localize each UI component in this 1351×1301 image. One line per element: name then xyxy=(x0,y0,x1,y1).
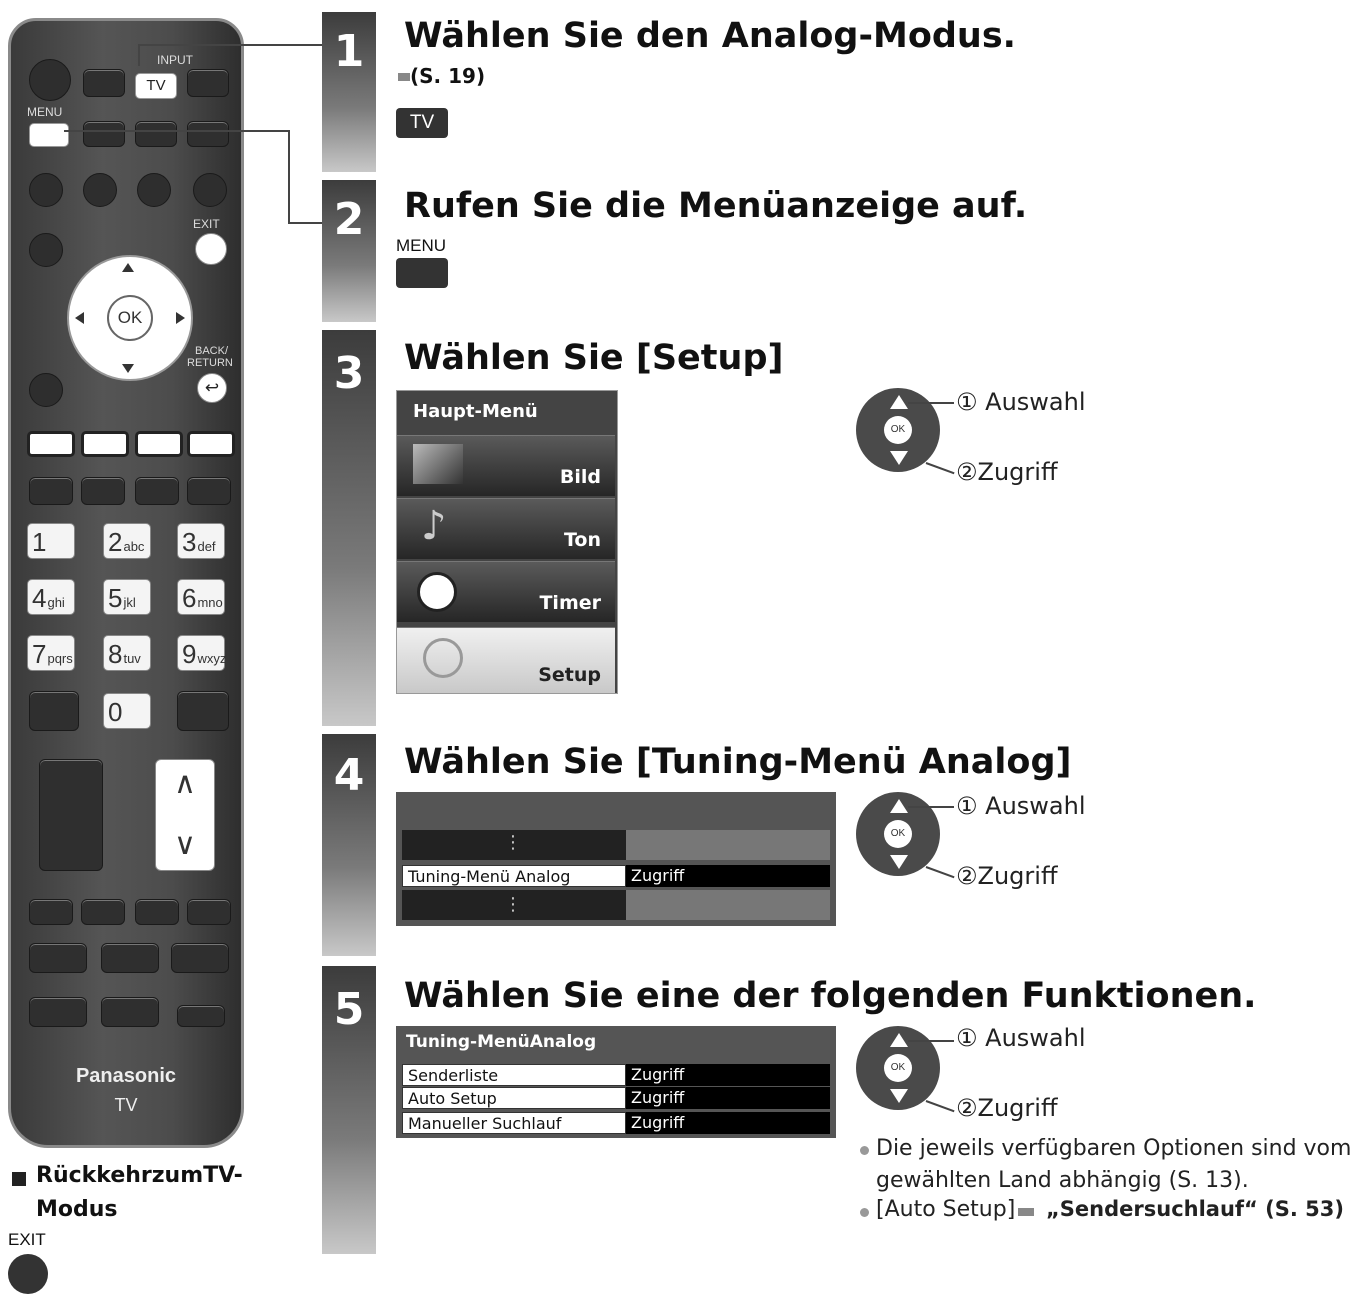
tv-button-label: TV xyxy=(146,77,166,94)
note-line: Die jeweils verfügbaren Optionen sind vom xyxy=(876,1136,1351,1161)
select-label: ① Auswahl xyxy=(956,1024,1086,1052)
tuning-row-label[interactable]: Auto Setup xyxy=(402,1087,626,1109)
tv-button[interactable] xyxy=(135,73,177,99)
remote-button[interactable] xyxy=(135,477,179,505)
select-label: ① Auswahl xyxy=(956,388,1086,416)
access-label: ②Zugriff xyxy=(956,458,1058,486)
bullet-icon xyxy=(860,1146,869,1155)
exit-button[interactable] xyxy=(195,233,227,265)
ok-button[interactable] xyxy=(107,295,153,341)
key-letters: abc xyxy=(123,539,145,554)
callout-line xyxy=(908,402,954,404)
tv-button-illustration xyxy=(396,108,448,138)
main-menu-title: Haupt-Menü xyxy=(413,401,538,422)
key-letters: def xyxy=(197,539,216,554)
right-arrow-icon xyxy=(176,312,185,324)
navigation-pad xyxy=(856,1026,940,1110)
step-heading: Wählen Sie [Tuning-Menü Analog] xyxy=(404,742,1072,782)
tuning-row-value[interactable]: Zugriff xyxy=(626,1112,830,1134)
key-letters: ghi xyxy=(47,595,65,610)
color-button[interactable] xyxy=(135,431,183,457)
remote-button[interactable] xyxy=(83,121,125,147)
color-button[interactable] xyxy=(27,431,75,457)
connector-line xyxy=(138,44,140,66)
step-number: 4 xyxy=(333,750,365,801)
volume-rocker[interactable] xyxy=(39,759,103,871)
key-digit: 4 xyxy=(32,583,47,613)
main-menu-panel xyxy=(396,390,618,694)
menu-item-label: Setup xyxy=(538,664,601,686)
remote-round-button[interactable] xyxy=(29,233,63,267)
brand-logo: Panasonic xyxy=(75,1065,177,1087)
remote-button[interactable] xyxy=(83,69,125,97)
remote-round-button[interactable] xyxy=(29,373,63,407)
connector-line xyxy=(288,130,290,224)
step-heading: Rufen Sie die Menüanzeige auf. xyxy=(404,186,1028,226)
down-arrow-icon xyxy=(122,364,134,373)
number-key-7[interactable] xyxy=(27,635,75,671)
callout-line xyxy=(926,462,955,474)
number-key-0[interactable] xyxy=(103,693,151,729)
key-digit: 5 xyxy=(108,583,123,613)
arrow-icon xyxy=(398,73,410,81)
key-digit: 7 xyxy=(32,639,47,669)
remote-button[interactable] xyxy=(101,943,159,973)
arrow-icon xyxy=(1018,1208,1034,1216)
tuning-menu-panel xyxy=(396,1026,836,1138)
remote-button[interactable] xyxy=(177,691,229,731)
key-digit: 6 xyxy=(182,583,197,613)
number-key-1[interactable] xyxy=(27,523,75,559)
back-label: BACK/ xyxy=(195,345,229,357)
remote-button[interactable] xyxy=(187,899,231,925)
remote-button[interactable] xyxy=(101,997,159,1027)
key-digit: 9 xyxy=(182,639,197,669)
return-note-exit-label: EXIT xyxy=(8,1230,46,1249)
down-arrow-icon xyxy=(890,1089,908,1103)
return-note-square-icon xyxy=(12,1172,26,1186)
down-arrow-icon xyxy=(890,451,908,465)
number-key-8[interactable] xyxy=(103,635,151,671)
key-digit: 1 xyxy=(32,527,47,557)
ellipsis-icon: ⋮ xyxy=(504,832,522,853)
ok-icon: OK xyxy=(884,416,912,444)
exit-button-illustration xyxy=(8,1254,48,1294)
ok-icon: OK xyxy=(884,1054,912,1082)
number-key-2[interactable] xyxy=(103,523,151,559)
step-number: 2 xyxy=(333,194,365,245)
number-key-9[interactable] xyxy=(177,635,225,671)
remote-button[interactable] xyxy=(187,477,231,505)
access-label: ②Zugriff xyxy=(956,1094,1058,1122)
key-digit: 3 xyxy=(182,527,197,557)
step-bar xyxy=(322,180,376,322)
navigation-ring[interactable] xyxy=(67,255,193,381)
menu-item-timer[interactable] xyxy=(397,561,615,622)
up-arrow-icon xyxy=(122,263,134,272)
ok-icon: OK xyxy=(884,820,912,848)
key-digit: 8 xyxy=(108,639,123,669)
tuning-row-label[interactable]: Manueller Suchlauf xyxy=(402,1112,626,1134)
select-label: ① Auswahl xyxy=(956,792,1086,820)
down-arrow-icon xyxy=(890,855,908,869)
remote-button[interactable] xyxy=(135,899,179,925)
tv-button-text: TV xyxy=(409,112,435,133)
menu-item-sound[interactable] xyxy=(397,498,615,559)
left-arrow-icon xyxy=(75,312,84,324)
note-line: gewählten Land abhängig (S. 13). xyxy=(876,1168,1249,1193)
channel-down-icon[interactable]: ∨ xyxy=(174,828,196,861)
up-arrow-icon xyxy=(890,1033,908,1047)
tuning-menu-row-label[interactable]: Tuning-Menü Analog xyxy=(402,865,626,887)
step-bar xyxy=(322,734,376,956)
menu-row-placeholder xyxy=(626,890,830,920)
tuning-row-value[interactable]: Zugriff xyxy=(626,1087,830,1109)
step-bar xyxy=(322,330,376,726)
number-key-5[interactable] xyxy=(103,579,151,615)
access-label: ②Zugriff xyxy=(956,862,1058,890)
exit-label: EXIT xyxy=(193,217,220,231)
setup-menu-panel xyxy=(396,792,836,926)
page-reference: (S. 19) xyxy=(410,64,486,88)
connector-line xyxy=(64,130,288,132)
connector-line xyxy=(138,44,324,46)
callout-line xyxy=(908,1040,954,1042)
music-note-icon: ♪ xyxy=(421,503,447,549)
return-note-line2: Modus xyxy=(36,1197,118,1222)
return-icon: ↩ xyxy=(204,378,220,398)
callout-line xyxy=(926,866,955,878)
key-letters: tuv xyxy=(123,651,141,666)
key-letters: wxyz xyxy=(197,651,227,666)
power-button[interactable] xyxy=(29,59,71,101)
key-digit: 2 xyxy=(108,527,123,557)
menu-item-label: Bild xyxy=(559,466,601,488)
tuning-row-value[interactable]: Zugriff xyxy=(626,1064,830,1086)
remote-round-button[interactable] xyxy=(83,173,117,207)
key-letters: jkl xyxy=(123,595,136,610)
remote-button[interactable] xyxy=(187,69,229,97)
model-label: TV xyxy=(114,1095,138,1115)
tuning-row-label[interactable]: Senderliste xyxy=(402,1064,626,1086)
menu-label: MENU xyxy=(27,105,63,119)
key-letters: pqrs xyxy=(47,651,73,666)
menu-button[interactable] xyxy=(29,123,69,147)
picture-icon xyxy=(413,444,463,484)
ok-label: OK xyxy=(117,308,143,327)
up-arrow-icon xyxy=(890,395,908,409)
color-button[interactable] xyxy=(81,431,129,457)
menu-button-illustration xyxy=(396,258,448,288)
ellipsis-icon: ⋮ xyxy=(504,894,522,915)
up-arrow-icon xyxy=(890,799,908,813)
return-label: RETURN xyxy=(187,357,233,369)
satellite-icon xyxy=(423,638,463,678)
remote-button[interactable] xyxy=(81,477,125,505)
step-heading: Wählen Sie [Setup] xyxy=(404,338,784,378)
remote-button[interactable] xyxy=(135,121,177,147)
remote-button[interactable] xyxy=(29,943,87,973)
number-key-6[interactable] xyxy=(177,579,225,615)
connector-line xyxy=(288,222,324,224)
callout-line xyxy=(908,806,954,808)
remote-control xyxy=(8,18,244,1148)
note-reference: „Sendersuchlauf“ (S. 53) xyxy=(1046,1197,1344,1221)
navigation-pad xyxy=(856,792,940,876)
key-digit: 0 xyxy=(108,697,123,727)
step-number: 1 xyxy=(333,26,365,77)
remote-button[interactable] xyxy=(81,899,125,925)
remote-button[interactable] xyxy=(29,477,73,505)
remote-round-button[interactable] xyxy=(193,173,227,207)
step-bar xyxy=(322,966,376,1254)
note-line: [Auto Setup] xyxy=(876,1197,1016,1222)
key-letters: mno xyxy=(197,595,223,610)
remote-button[interactable] xyxy=(29,899,73,925)
remote-button[interactable] xyxy=(187,121,229,147)
remote-button[interactable] xyxy=(171,943,229,973)
remote-button[interactable] xyxy=(29,691,79,731)
color-button[interactable] xyxy=(187,431,235,457)
return-button[interactable] xyxy=(197,373,227,403)
step-number: 5 xyxy=(333,984,365,1035)
number-key-3[interactable] xyxy=(177,523,225,559)
remote-button[interactable] xyxy=(177,1005,225,1027)
menu-row-placeholder xyxy=(626,830,830,860)
tuning-menu-row-value[interactable]: Zugriff xyxy=(626,865,830,887)
menu-item-label: Timer xyxy=(539,592,601,614)
menu-item-label: Ton xyxy=(563,529,601,551)
remote-round-button[interactable] xyxy=(137,173,171,207)
clock-icon xyxy=(417,572,457,612)
step-heading: Wählen Sie den Analog-Modus. xyxy=(404,16,1016,56)
step-bar xyxy=(322,12,376,172)
menu-item-picture[interactable] xyxy=(397,435,615,496)
remote-round-button[interactable] xyxy=(29,173,63,207)
remote-button[interactable] xyxy=(29,997,87,1027)
tuning-menu-title: Tuning-MenüAnalog xyxy=(406,1032,597,1052)
callout-line xyxy=(926,1100,955,1112)
return-note-line1: RückkehrzumTV- xyxy=(36,1163,243,1188)
menu-item-setup[interactable] xyxy=(397,627,615,694)
bullet-icon xyxy=(860,1208,869,1217)
navigation-pad xyxy=(856,388,940,472)
input-label: INPUT xyxy=(157,53,193,67)
menu-button-label: MENU xyxy=(396,236,447,255)
step-number: 3 xyxy=(333,348,365,399)
step-heading: Wählen Sie eine der folgenden Funktionen. xyxy=(404,976,1257,1016)
channel-rocker[interactable] xyxy=(155,759,215,871)
channel-up-icon[interactable]: ∧ xyxy=(174,767,196,800)
number-key-4[interactable] xyxy=(27,579,75,615)
